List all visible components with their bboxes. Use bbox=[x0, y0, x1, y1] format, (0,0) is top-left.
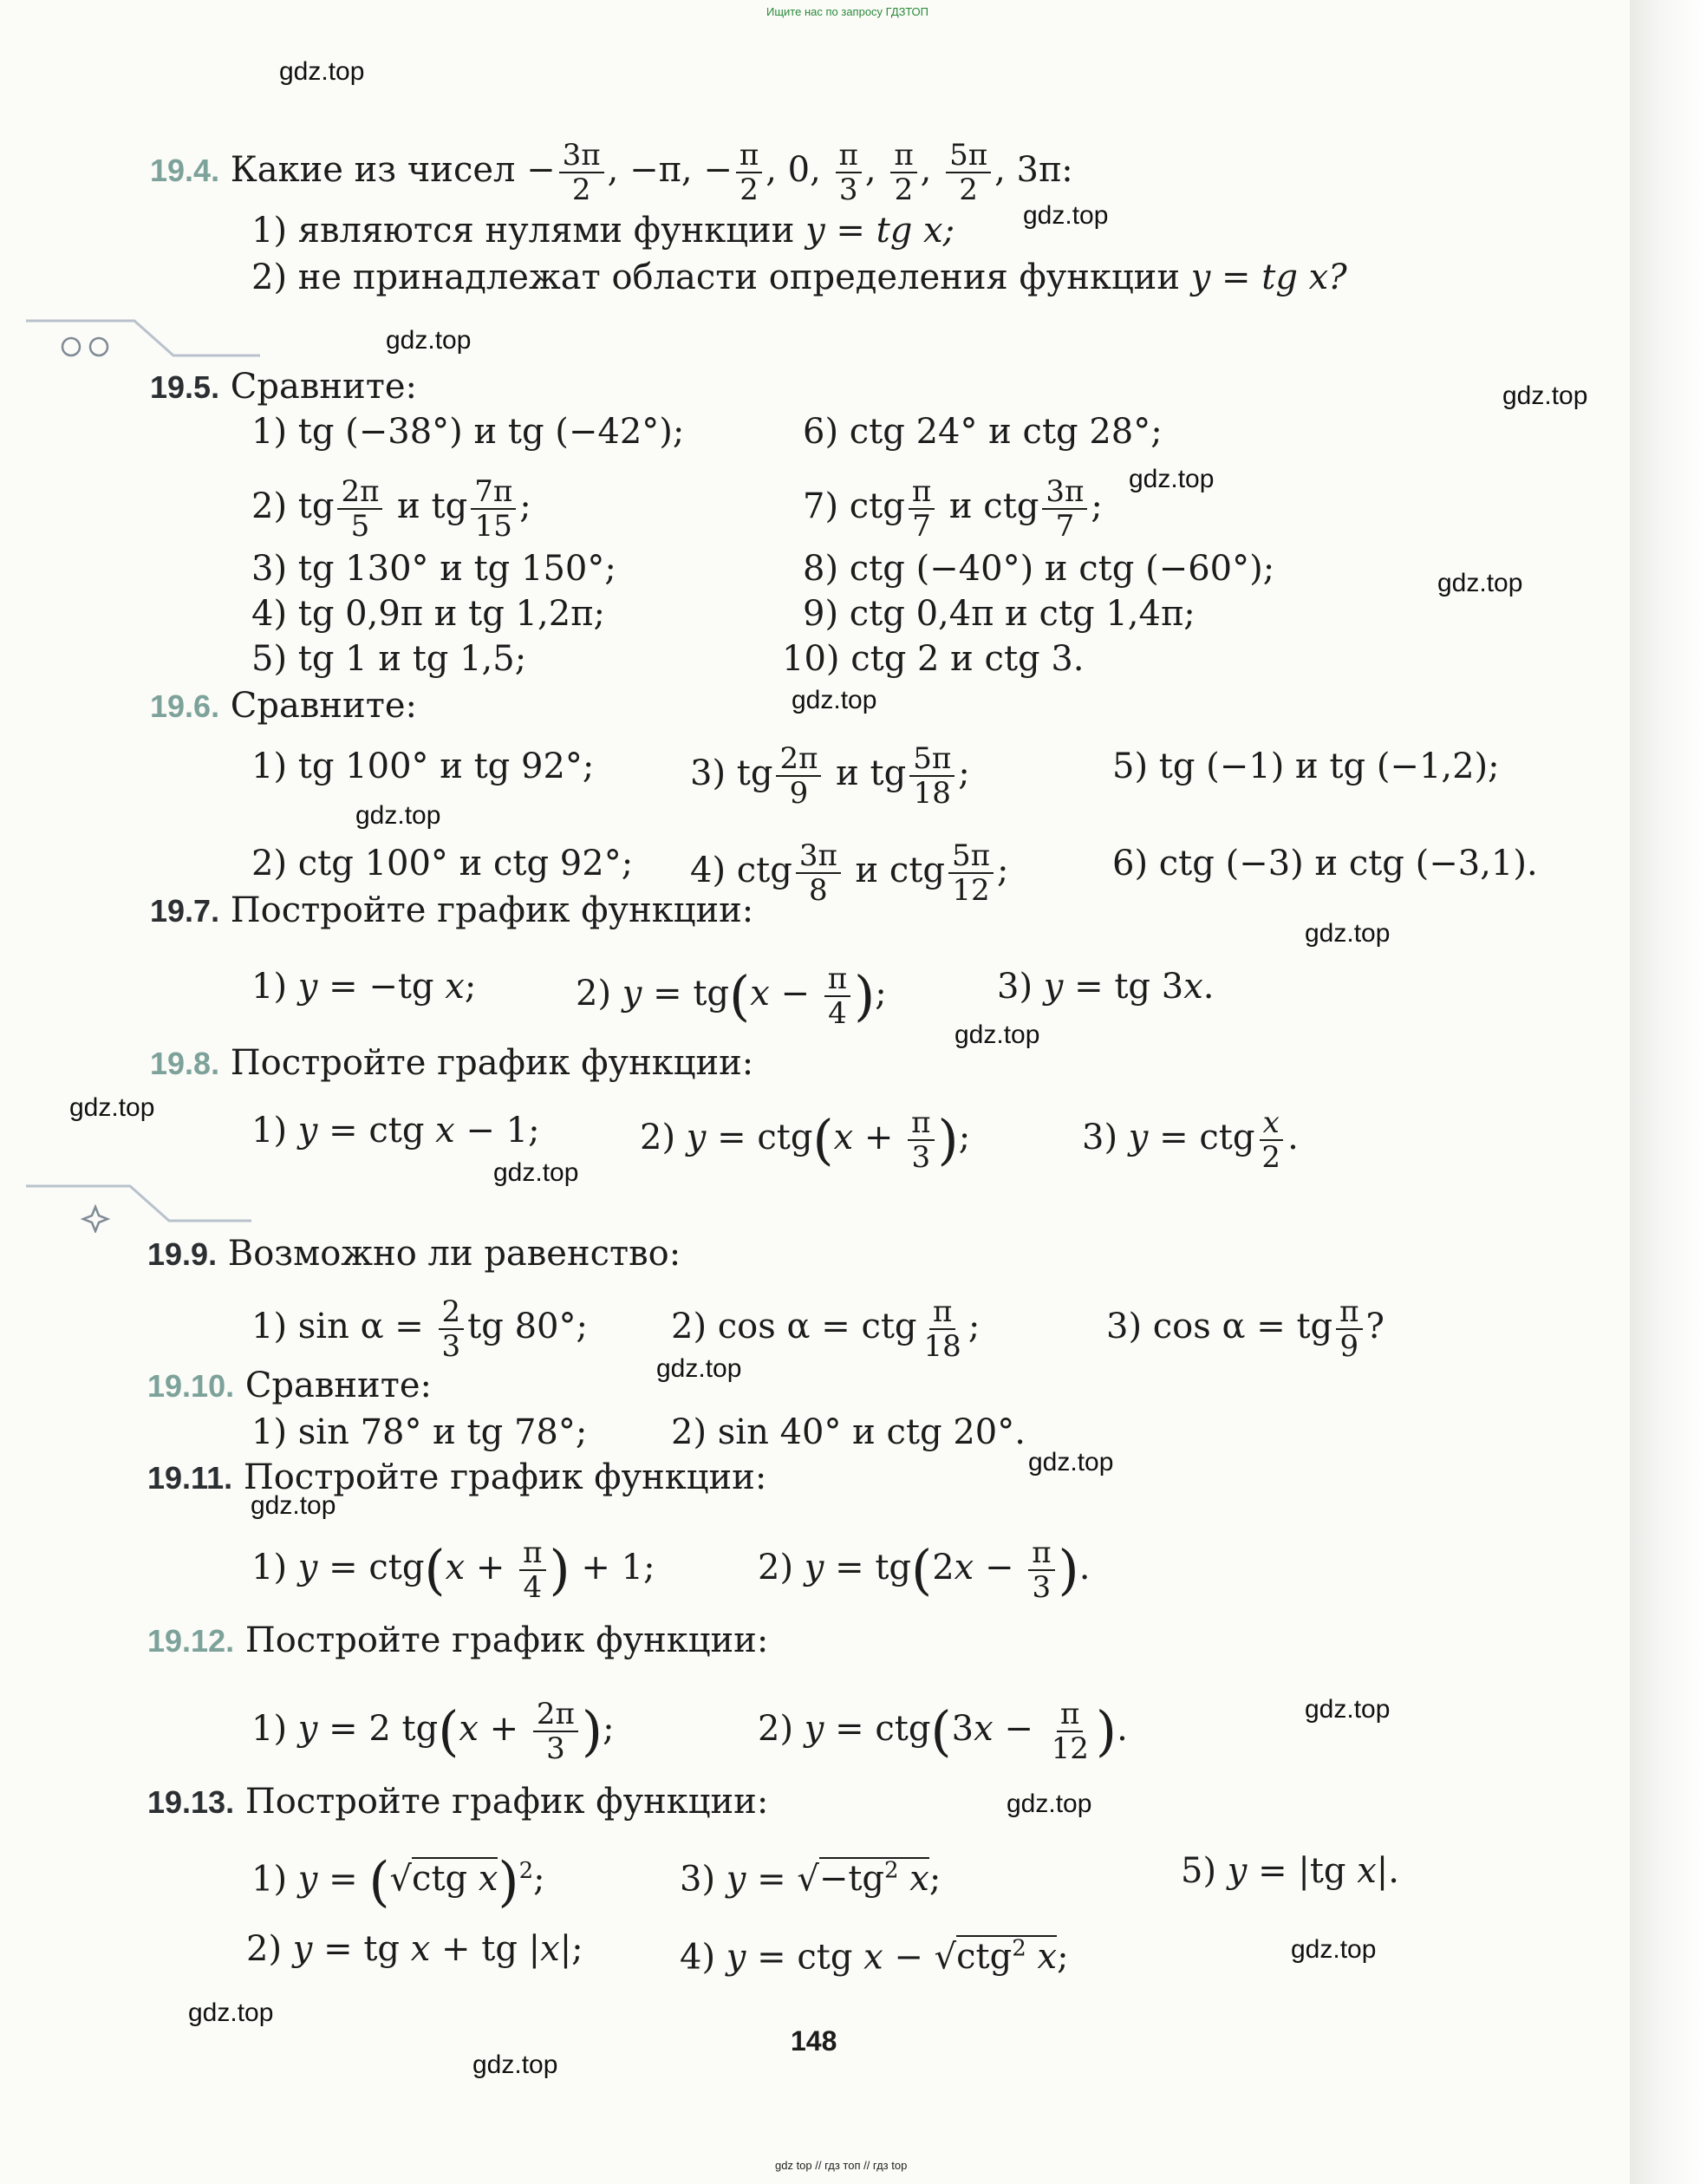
task-19-4-item-2: 2) не принадлежат области определения функции y = tg x? bbox=[251, 258, 1347, 297]
task-19-7-item-3: 3) y = tg 3x. bbox=[997, 967, 1215, 1007]
watermark: gdz.top bbox=[1305, 1695, 1391, 1724]
task-number: 19.8. bbox=[150, 1046, 220, 1081]
task-19-5-item-10: 10) ctg 2 и ctg 3. bbox=[782, 639, 1085, 679]
task-19-6-item-5: 5) tg (−1) и tg (−1,2); bbox=[1112, 746, 1500, 786]
task-number: 19.4. bbox=[150, 153, 220, 188]
task-text: Постройте график функции: bbox=[243, 1457, 767, 1497]
task-19-8-item-3: 3) y = ctg $\frac{x}{2}$ . bbox=[1082, 1105, 1299, 1175]
task-19-6-item-2: 2) ctg 100° и ctg 92°; bbox=[251, 844, 634, 883]
task-19-9-item-1: 1) sin α = $\frac{2}{3}$ tg 80°; bbox=[251, 1294, 588, 1364]
task-19-7-item-2: 2) y = tg(x − $\frac{\pi}{4}$ ); bbox=[576, 962, 887, 1031]
watermark: gdz.top bbox=[792, 686, 877, 714]
task-19-8-item-1: 1) y = ctg x − 1; bbox=[251, 1111, 540, 1151]
task-number: 19.11. bbox=[147, 1460, 233, 1496]
watermark: gdz.top bbox=[1437, 569, 1523, 597]
task-text: Постройте график функции: bbox=[244, 1620, 769, 1660]
task-19-8-header bbox=[150, 1039, 753, 1088]
task-19-6-item-1: 1) tg 100° и tg 92°; bbox=[251, 746, 595, 786]
task-19-11-item-2: 2) y = tg(2x − $\frac{\pi}{3}$ ). bbox=[758, 1535, 1091, 1605]
task-number: 19.13. bbox=[147, 1784, 235, 1820]
watermark: gdz.top bbox=[1291, 1935, 1377, 1964]
task-19-6-item-6: 6) ctg (−3) и ctg (−3,1). bbox=[1112, 844, 1538, 883]
watermark: gdz.top bbox=[493, 1158, 579, 1187]
task-19-5-header bbox=[150, 362, 417, 412]
circles-deco-icon bbox=[26, 319, 260, 361]
task-text: Постройте график функции: bbox=[230, 1043, 754, 1083]
task-text: Постройте график функции: bbox=[244, 1782, 769, 1822]
task-19-12-item-2: 2) y = ctg(3x − $\frac{\pi}{12}$ ). bbox=[758, 1697, 1128, 1766]
task-number: 19.6. bbox=[150, 688, 220, 724]
task-19-10-header bbox=[147, 1361, 432, 1411]
task-19-12-header bbox=[147, 1616, 768, 1666]
task-19-13-item-2: 2) y = tg x + tg |x|; bbox=[246, 1929, 583, 1969]
watermark: gdz.top bbox=[251, 1491, 336, 1520]
task-text: Сравните: bbox=[230, 367, 417, 407]
task-text: Сравните: bbox=[244, 1366, 432, 1405]
footer-text: gdz top // гдз топ // гдз top bbox=[775, 2159, 908, 2172]
watermark: gdz.top bbox=[1502, 381, 1588, 410]
watermark: gdz.top bbox=[386, 326, 472, 355]
task-19-6-item-4: 4) ctg $\frac{3\pi}{8}$ и ctg $\frac{5\pi}{12}$ ; bbox=[690, 838, 1009, 908]
watermark: gdz.top bbox=[1028, 1448, 1114, 1477]
star-deco-icon bbox=[26, 1184, 251, 1233]
task-19-13-item-4: 4) y = ctg x − √ctg$^2$ x; bbox=[680, 1936, 1069, 1978]
watermark: gdz.top bbox=[472, 2050, 558, 2079]
task-19-13-header bbox=[147, 1777, 768, 1827]
page-edge-shadow bbox=[1630, 0, 1707, 2184]
task-19-5-item-7: 7) ctg $\frac{\pi}{7}$ и ctg $\frac{3\pi}{7}$ ; bbox=[803, 474, 1103, 544]
task-19-4-item-1: 1) являются нулями функции y = tg x; bbox=[251, 211, 955, 251]
task-19-10-item-2: 2) sin 40° и ctg 20°. bbox=[671, 1412, 1026, 1452]
task-19-6-header bbox=[150, 681, 417, 731]
task-19-5-item-8: 8) ctg (−40°) и ctg (−60°); bbox=[803, 549, 1275, 589]
task-19-7-item-1: 1) y = −tg x; bbox=[251, 967, 477, 1007]
task-19-11-item-1: 1) y = ctg(x + $\frac{\pi}{4}$ ) + 1; bbox=[251, 1535, 655, 1605]
task-19-9-header bbox=[147, 1229, 681, 1279]
task-19-8-item-2: 2) y = ctg(x + $\frac{\pi}{3}$ ); bbox=[640, 1105, 971, 1175]
task-19-11-header bbox=[147, 1453, 766, 1503]
task-19-5-item-3: 3) tg 130° и tg 150°; bbox=[251, 549, 616, 589]
task-number: 19.10. bbox=[147, 1368, 235, 1404]
watermark: gdz.top bbox=[1305, 919, 1391, 948]
task-text: Какие из чисел bbox=[230, 150, 516, 190]
task-19-10-item-1: 1) sin 78° и tg 78°; bbox=[251, 1412, 588, 1452]
task-19-5-item-9: 9) ctg 0,4π и ctg 1,4π; bbox=[803, 594, 1196, 634]
task-19-13-item-3: 3) $y = √-tg^2$ x; bbox=[680, 1858, 941, 1900]
task-19-12-item-1: 1) y = 2 tg(x + $\frac{2\pi}{3}$ ); bbox=[251, 1697, 615, 1766]
task-text: Возможно ли равенство: bbox=[227, 1234, 681, 1274]
task-19-9-item-2: 2) cos α = ctg $\frac{\pi}{18}$ ; bbox=[671, 1294, 981, 1364]
task-19-9-item-3: 3) cos α = tg $\frac{\pi}{9}$ ? bbox=[1106, 1294, 1384, 1364]
page-number: 148 bbox=[791, 2025, 837, 2057]
task-19-5-item-2: 2) tg $\frac{2\pi}{5}$ и tg $\frac{7\pi}{15}$ ; bbox=[251, 474, 531, 544]
watermark: gdz.top bbox=[954, 1020, 1040, 1049]
watermark: gdz.top bbox=[279, 57, 365, 86]
task-number: 19.12. bbox=[147, 1623, 235, 1659]
task-number: 19.5. bbox=[150, 369, 220, 405]
watermark: gdz.top bbox=[1023, 201, 1109, 230]
watermark: gdz.top bbox=[1129, 465, 1215, 493]
task-19-13-item-1: 1) y = (√ctg x)$^2$; bbox=[251, 1849, 545, 1913]
watermark: gdz.top bbox=[656, 1354, 742, 1383]
task-19-5-item-6: 6) ctg 24° и ctg 28°; bbox=[803, 412, 1163, 452]
watermark: gdz.top bbox=[69, 1093, 155, 1122]
task-19-5-item-1: 1) tg (−38°) и tg (−42°); bbox=[251, 412, 685, 452]
task-19-4-line: 19.4. Какие из чисел − $\frac{3\pi}{2}$ , −π, − $\frac{\pi}{2}$ , 0, $\frac{\pi}{3}$ , $\frac{\pi}{2}$ , $\frac{5\pi}{2}$ , 3π: bbox=[150, 138, 1073, 207]
task-19-6-item-3: 3) tg $\frac{2\pi}{9}$ и tg $\frac{5\pi}{18}$ ; bbox=[690, 741, 970, 811]
task-text: Постройте график функции: bbox=[230, 890, 754, 930]
task-number: 19.9. bbox=[147, 1236, 218, 1272]
watermark: gdz.top bbox=[1007, 1790, 1092, 1818]
watermark: gdz.top bbox=[188, 1998, 274, 2027]
task-19-7-header bbox=[150, 886, 753, 936]
task-19-5-item-5: 5) tg 1 и tg 1,5; bbox=[251, 639, 527, 679]
top-note: Ищите нас по запросу ГДЗТОП bbox=[766, 5, 929, 18]
task-number: 19.7. bbox=[150, 893, 220, 929]
task-19-5-item-4: 4) tg 0,9π и tg 1,2π; bbox=[251, 594, 605, 634]
watermark: gdz.top bbox=[355, 801, 441, 830]
task-19-13-item-5: 5) y = |tg x|. bbox=[1181, 1851, 1399, 1891]
task-text: Сравните: bbox=[230, 686, 417, 726]
